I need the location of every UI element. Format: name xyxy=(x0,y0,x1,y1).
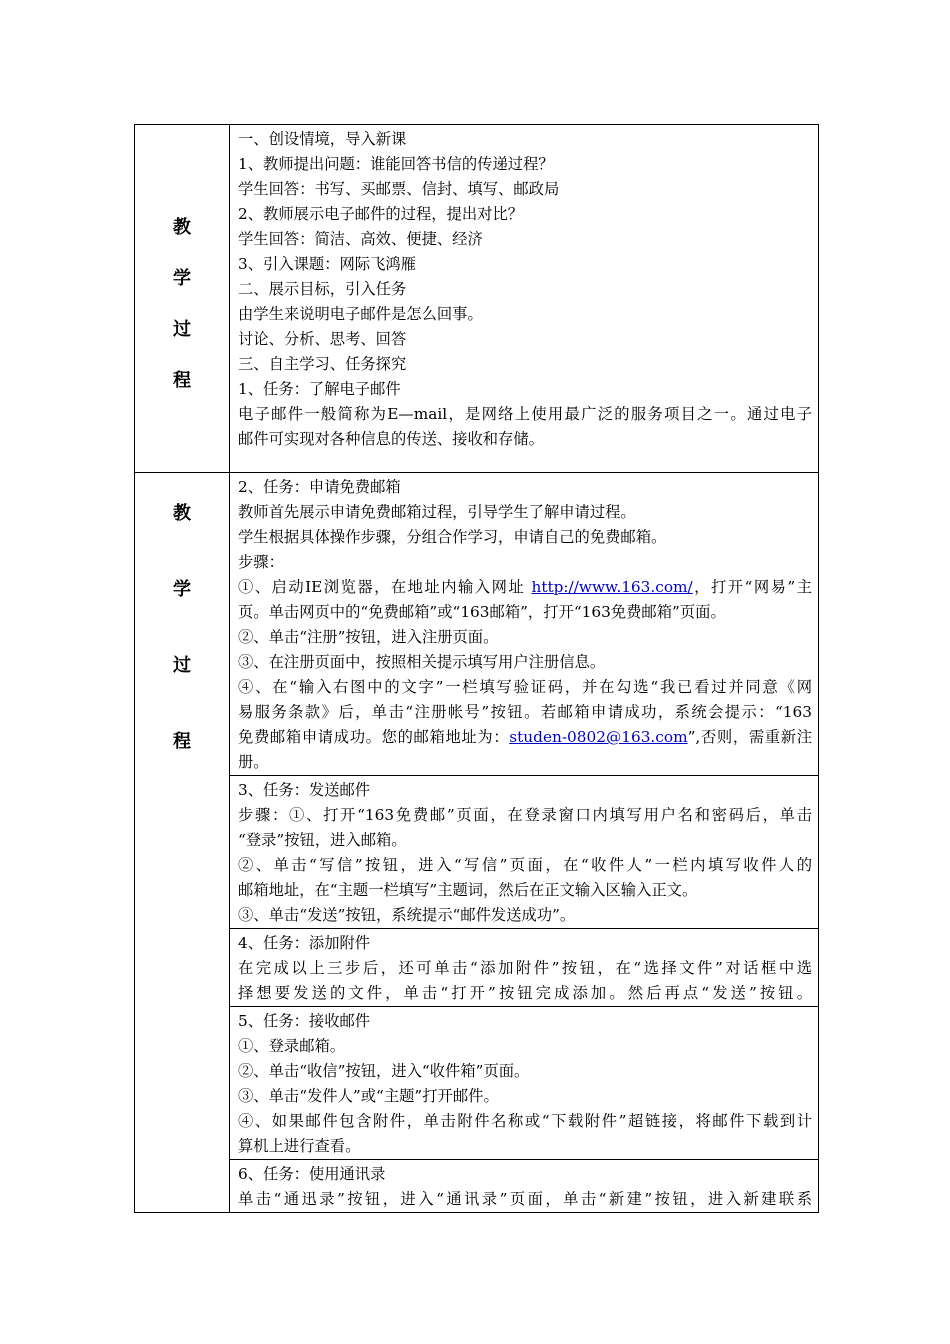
text-fragment: ①、启动IE浏览器，在地址内输入网址 xyxy=(238,578,526,596)
task-title: 6、任务：使用通讯录 xyxy=(238,1165,386,1183)
text-line: “登录”按钮，进入邮箱。 xyxy=(238,831,407,849)
email-link[interactable]: studen-0802@163.com xyxy=(509,728,688,746)
task3-cell xyxy=(230,776,819,929)
task2-body xyxy=(230,473,818,775)
section-label-cell xyxy=(135,125,230,473)
text-line: 算机上进行查看。 xyxy=(238,1137,361,1155)
text-line: 讨论、分析、思考、回答 xyxy=(238,330,407,348)
text-line: 邮件可实现对各种信息的传送、接收和存储。 xyxy=(238,430,544,448)
side-label-char: 学 xyxy=(173,579,191,600)
task3-body xyxy=(230,776,818,928)
text-line: ②、单击“收信”按钮，进入“收件箱”页面。 xyxy=(238,1062,530,1080)
task6-body xyxy=(230,1160,818,1212)
task6-cell xyxy=(230,1160,819,1213)
side-label-char: 学 xyxy=(173,268,191,289)
text-line: 册。 xyxy=(238,753,269,771)
text-line-with-link xyxy=(238,575,812,600)
task5-cell xyxy=(230,1007,819,1160)
heading-line: 一、创设情境，导入新课 xyxy=(238,130,407,148)
text-line: 页。单击网页中的“免费邮箱”或“163邮箱”，打开“163免费邮箱”页面。 xyxy=(238,603,726,621)
side-label-char: 过 xyxy=(173,655,191,676)
text-line: 步骤：①、打开“163免费邮”页面，在登录窗口内填写用户名和密码后，单击 xyxy=(238,806,812,824)
heading-line: 二、展示目标，引入任务 xyxy=(238,280,407,298)
task-title: 3、任务：发送邮件 xyxy=(238,781,371,799)
text-line: ③、在注册页面中，按照相关提示填写用户注册信息。 xyxy=(238,653,606,671)
text-line: 学生回答：简洁、高效、便捷、经济 xyxy=(238,230,483,248)
side-label-char: 程 xyxy=(173,370,191,391)
task4-cell xyxy=(230,929,819,1007)
side-label-char: 过 xyxy=(173,319,191,340)
text-line: 1、教师提出问题：谁能回答书信的传递过程？ xyxy=(238,155,554,173)
task-title: 2、任务：申请免费邮箱 xyxy=(238,478,401,496)
task5-row xyxy=(135,1007,819,1160)
lesson-table xyxy=(134,124,819,1213)
text-line: 易服务条款》后，单击“注册帐号”按钮。若邮箱申请成功，系统会提示：“163 xyxy=(238,703,812,721)
text-fragment: ，打开“网易”主 xyxy=(692,578,812,596)
section-label-cell xyxy=(135,473,230,1213)
task4-body xyxy=(230,929,818,1006)
text-line: ③、单击“发送”按钮，系统提示“邮件发送成功”。 xyxy=(238,906,576,924)
section-row-2 xyxy=(135,473,819,776)
task-title: 5、任务：接收邮件 xyxy=(238,1012,371,1030)
task6-row xyxy=(135,1160,819,1213)
text-line: ③、单击“发件人”或“主题”打开邮件。 xyxy=(238,1087,499,1105)
text-line: 1、任务：了解电子邮件 xyxy=(238,380,401,398)
side-label-vertical xyxy=(135,473,229,753)
text-line: 单击“通迅录”按钮，进入“通讯录”页面，单击“新建”按钮，进入新建联系 xyxy=(238,1190,812,1208)
text-line: ①、登录邮箱。 xyxy=(238,1037,346,1055)
task5-body xyxy=(230,1007,818,1159)
text-line: 在完成以上三步后，还可单击“添加附件”按钮，在“选择文件”对话框中选 xyxy=(238,959,812,977)
text-line: 3、引入课题：网际飞鸿雁 xyxy=(238,255,416,273)
text-line: ④、在“输入右图中的文字”一栏填写验证码，并在勾选“我已看过并同意《网 xyxy=(238,678,812,696)
text-line: 学生根据具体操作步骤，分组合作学习，申请自己的免费邮箱。 xyxy=(238,528,667,546)
side-label-vertical xyxy=(135,125,229,392)
url-link-163[interactable]: http://www.163.com/ xyxy=(531,578,693,596)
text-line: ②、单击“注册”按钮，进入注册页面。 xyxy=(238,628,499,646)
side-label-char: 教 xyxy=(173,503,191,524)
side-label-char: 教 xyxy=(173,217,191,238)
text-line: 择想要发送的文件，单击“打开”按钮完成添加。然后再点“发送”按钮。 xyxy=(238,984,812,1002)
text-line: 电子邮件一般简称为E—mail，是网络上使用最广泛的服务项目之一。通过电子 xyxy=(238,405,812,423)
section1-body xyxy=(230,125,818,452)
text-line: 学生回答：书写、买邮票、信封、填写、邮政局 xyxy=(238,180,560,198)
text-fragment: 免费邮箱申请成功。您的邮箱地址为： xyxy=(238,728,510,746)
task4-row xyxy=(135,929,819,1007)
text-line: 邮箱地址，在“主题一栏填写”主题词，然后在正文输入区输入正文。 xyxy=(238,881,698,899)
text-line: ④、如果邮件包含附件，单击附件名称或“下载附件”超链接，将邮件下载到计 xyxy=(238,1112,812,1130)
section-row-1 xyxy=(135,125,819,473)
section1-content-cell xyxy=(230,125,819,473)
side-label-char: 程 xyxy=(173,731,191,752)
text-line: 步骤： xyxy=(238,553,284,571)
task2-cell xyxy=(230,473,819,776)
task3-row xyxy=(135,776,819,929)
text-line: 由学生来说明电子邮件是怎么回事。 xyxy=(238,305,483,323)
text-line: 2、教师展示电子邮件的过程，提出对比？ xyxy=(238,205,524,223)
text-line: 教师首先展示申请免费邮箱过程，引导学生了解申请过程。 xyxy=(238,503,636,521)
text-fragment: ”,否则，需重新注 xyxy=(687,728,812,746)
task-title: 4、任务：添加附件 xyxy=(238,934,371,952)
text-line-with-link xyxy=(238,725,812,750)
text-line: ②、单击“写信”按钮，进入“写信”页面，在“收件人”一栏内填写收件人的 xyxy=(238,856,812,874)
heading-line: 三、自主学习、任务探究 xyxy=(238,355,407,373)
